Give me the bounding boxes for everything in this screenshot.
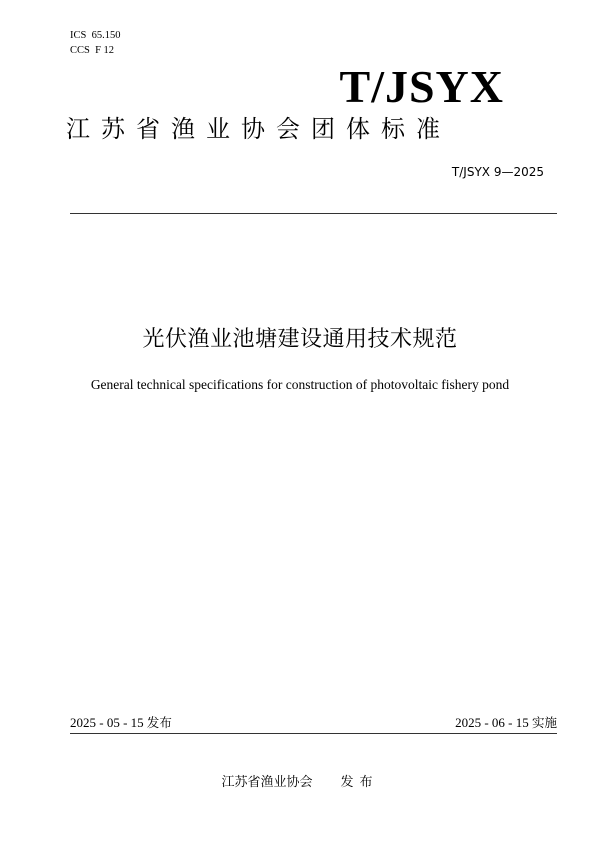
ccs-code: CCS F 12 — [70, 45, 115, 56]
publisher-name: 江苏省渔业协会 — [221, 775, 313, 790]
top-divider — [70, 213, 557, 214]
implement-date: 2025 - 06 - 15 — [455, 715, 529, 730]
implement-label: 实施 — [531, 715, 557, 730]
publish-date-line — [70, 715, 172, 731]
document-title-chinese: 光伏渔业池塘建设通用技术规范 — [142, 327, 458, 352]
publisher-line — [0, 775, 600, 791]
standard-logo: T/JSYX — [339, 61, 504, 112]
organization-standard-heading: 江苏省渔业协会团体标准 — [66, 115, 451, 143]
bottom-divider — [70, 733, 557, 734]
implement-date-line — [455, 715, 557, 731]
publish-label: 发布 — [146, 715, 172, 730]
publish-date: 2025 - 05 - 15 — [70, 715, 144, 730]
ics-code: ICS 65.150 — [70, 30, 121, 41]
publisher-action: 发布 — [340, 775, 379, 790]
document-number: T/JSYX 9—2025 — [451, 165, 544, 179]
document-title-english: General technical specifications for construction of photovoltaic fishery pond — [90, 377, 510, 392]
